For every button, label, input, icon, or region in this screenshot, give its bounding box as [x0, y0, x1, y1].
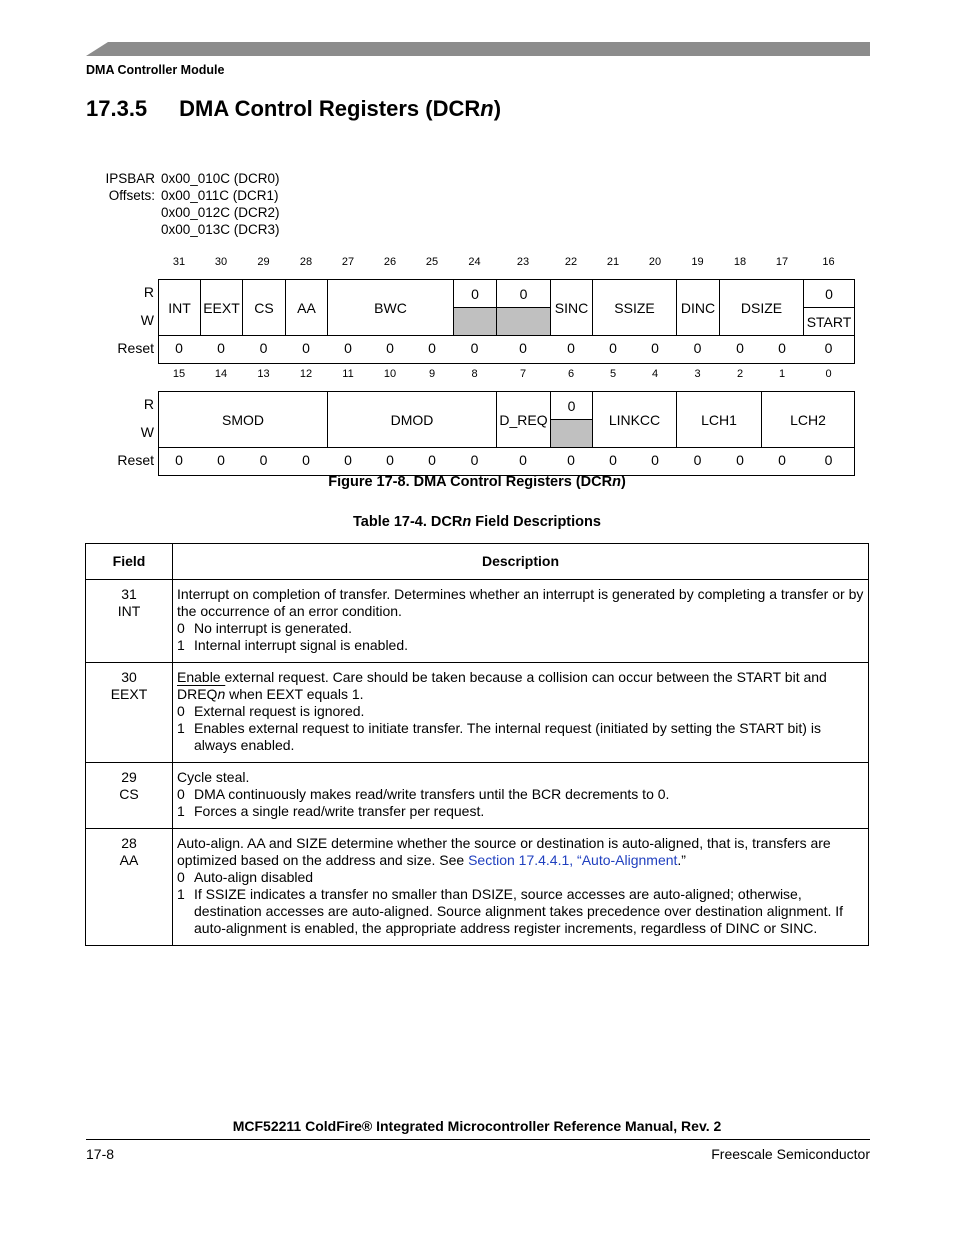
- bit-number: 4: [651, 368, 659, 380]
- option-item: [177, 786, 864, 803]
- reset-value: 0: [567, 340, 575, 356]
- reserved-shade: [550, 419, 593, 448]
- register-field: EEXT: [200, 279, 243, 336]
- figure-caption: [0, 474, 954, 490]
- option-text: Internal interrupt signal is enabled.: [194, 637, 409, 653]
- register-field: LINKCC: [592, 391, 677, 448]
- bit-number: 21: [606, 256, 620, 268]
- option-text: No interrupt is generated.: [194, 620, 352, 636]
- field-cell: [86, 580, 173, 663]
- reset-value: 0: [428, 452, 436, 468]
- reset-value: 0: [386, 340, 394, 356]
- field-cell: [86, 763, 173, 829]
- reset-value: 0: [778, 340, 786, 356]
- reset-value: 0: [302, 340, 310, 356]
- offset-value: 0x00_011C (DCR1): [161, 188, 279, 203]
- section-title-italic: n: [480, 96, 494, 121]
- description-cell: [173, 763, 869, 829]
- dreq-signal: [177, 686, 225, 702]
- description-text-part: .”: [677, 852, 686, 868]
- signal-suffix: n: [217, 686, 226, 702]
- option-value: 0: [177, 869, 185, 885]
- bit-number: 1: [778, 368, 786, 380]
- option-text: DMA continuously makes read/write transfers until the BCR decrements to 0.: [194, 786, 670, 802]
- register-field: SMOD: [158, 391, 328, 448]
- write-label: W: [140, 312, 154, 328]
- bit-number: 12: [299, 368, 313, 380]
- bit-number: 30: [214, 256, 228, 268]
- figure-caption-italic: n: [612, 474, 621, 490]
- register-field: AA: [285, 279, 328, 336]
- description-text-part: when EEXT equals 1.: [225, 686, 364, 702]
- field-name: EEXT: [110, 686, 148, 702]
- field-cell: [86, 663, 173, 763]
- register-field-read: 0: [453, 279, 497, 308]
- bit-number: 25: [425, 256, 439, 268]
- register-field: INT: [158, 279, 201, 336]
- reset-value: 0: [651, 452, 659, 468]
- table-row: [86, 663, 869, 763]
- register-field-read: 0: [550, 391, 593, 420]
- option-value: 1: [177, 803, 185, 819]
- bit-number: 3: [694, 368, 701, 380]
- table-row: [86, 829, 869, 946]
- register-field: SSIZE: [592, 279, 677, 336]
- offsets-label-line: IPSBAR: [105, 171, 155, 186]
- table-caption-text: Table 17-4. DCR: [353, 514, 463, 530]
- option-value: 0: [177, 786, 185, 802]
- reset-value: 0: [609, 452, 617, 468]
- offsets-label-line: Offsets:: [108, 188, 155, 203]
- field-name: AA: [119, 852, 139, 868]
- bit-number: 6: [567, 368, 575, 380]
- bit-number: 17: [775, 256, 789, 268]
- description-text: [177, 669, 864, 703]
- running-head: DMA Controller Module: [86, 63, 225, 77]
- reserved-shade: [496, 307, 551, 336]
- bit-number: 14: [214, 368, 228, 380]
- reset-value: 0: [609, 340, 617, 356]
- option-text: If SSIZE indicates a transfer no smaller than DSIZE, source accesses are auto-aligned; otherwise, destination accesses are auto-aligned. Source alignment takes precedence over destination alignment. If auto-alignment is enabled, the appropriate address register increments, regardless of DINC or SINC.: [194, 886, 844, 936]
- bit-number: 7: [519, 368, 527, 380]
- reset-value: 0: [175, 340, 183, 356]
- register-field: DMOD: [327, 391, 497, 448]
- bit-number: 20: [648, 256, 662, 268]
- reset-value: 0: [259, 452, 268, 468]
- reset-value: 0: [386, 452, 394, 468]
- bit-number: 24: [468, 256, 481, 268]
- option-value: 0: [177, 703, 185, 719]
- bit-number: 29: [121, 769, 137, 785]
- publisher: Freescale Semiconductor: [711, 1146, 870, 1162]
- bit-number: 13: [257, 368, 270, 380]
- reset-value: 0: [302, 452, 310, 468]
- register-field: CS: [242, 279, 286, 336]
- bit-number: 31: [121, 586, 137, 602]
- write-label: W: [140, 424, 154, 440]
- reset-value: 0: [217, 452, 225, 468]
- bit-number: 10: [383, 368, 397, 380]
- footer-title: MCF52211 ColdFire® Integrated Microcontroller Reference Manual, Rev. 2: [232, 1118, 722, 1134]
- table-caption-italic: n: [462, 514, 472, 530]
- reset-value: 0: [470, 452, 479, 468]
- bit-number: 23: [516, 256, 530, 268]
- table-row: [86, 763, 869, 829]
- bit-number: 9: [428, 368, 436, 380]
- reset-value: 0: [693, 340, 702, 356]
- bit-number: 2: [736, 368, 744, 380]
- reset-value: 0: [519, 340, 527, 356]
- register-diagram: [0, 0, 954, 470]
- reset-value: 0: [259, 340, 268, 356]
- field-name: CS: [119, 786, 139, 802]
- reset-value: 0: [344, 452, 352, 468]
- option-item: [177, 720, 864, 754]
- option-text: Forces a single read/write transfer per request.: [194, 803, 485, 819]
- register-field-read: 0: [496, 279, 551, 308]
- figure-caption-text: Figure 17-8. DMA Control Registers (DCR: [328, 474, 613, 490]
- option-item: [177, 637, 864, 654]
- reset-value: 0: [693, 452, 702, 468]
- option-item: [177, 886, 864, 937]
- field-column-header: Field: [86, 544, 173, 580]
- register-field: LCH1: [676, 391, 762, 448]
- footer-rule: [86, 1139, 870, 1140]
- reset-label: Reset: [117, 452, 154, 468]
- reset-value: 0: [470, 340, 479, 356]
- reset-value: 0: [428, 340, 436, 356]
- reset-value: 0: [736, 340, 744, 356]
- bit-number: 11: [342, 368, 354, 380]
- table-header-row: [86, 544, 869, 580]
- option-text: External request is ignored.: [194, 703, 365, 719]
- bit-number: 28: [299, 256, 313, 268]
- bit-number: 29: [257, 256, 270, 268]
- bit-number: 26: [383, 256, 397, 268]
- reset-value: 0: [824, 452, 833, 468]
- offset-value: 0x00_013C (DCR3): [161, 222, 280, 237]
- option-value: 1: [177, 720, 185, 736]
- table-caption: [0, 514, 954, 530]
- reset-label: Reset: [117, 340, 154, 356]
- register-field: SINC: [550, 279, 593, 336]
- option-value: 1: [177, 637, 185, 653]
- table-row: [86, 580, 869, 663]
- read-label: R: [143, 284, 154, 300]
- option-item: [177, 869, 864, 886]
- figure-caption-suffix: ): [620, 474, 626, 490]
- reserved-shade: [453, 307, 497, 336]
- offset-value: 0x00_012C (DCR2): [161, 205, 280, 220]
- reset-value: 0: [567, 452, 575, 468]
- description-cell: [173, 663, 869, 763]
- bit-number: 0: [825, 368, 832, 380]
- option-value: 1: [177, 886, 185, 902]
- option-item: [177, 803, 864, 820]
- option-value: 0: [177, 620, 185, 636]
- option-item: [177, 703, 864, 720]
- bit-number: 5: [609, 368, 617, 380]
- bit-number: 18: [733, 256, 747, 268]
- read-label: R: [143, 396, 154, 412]
- field-description-table: [85, 543, 869, 946]
- register-field-write: START: [803, 307, 855, 336]
- bit-number: 30: [121, 669, 137, 685]
- option-text: Enables external request to initiate transfer. The internal request (initiated by setting the START bit) is always enabled.: [194, 720, 821, 753]
- field-cell: [86, 829, 173, 946]
- register-field: LCH2: [761, 391, 855, 448]
- bit-number: 8: [471, 368, 478, 380]
- reset-value: 0: [736, 452, 744, 468]
- reset-value: 0: [651, 340, 659, 356]
- description-text-part: Auto-align. AA and SIZE determine whether the source or destination is auto-aligned, that is, transfers are optimized based on the address and size. See: [177, 835, 831, 868]
- register-field-read: 0: [803, 279, 855, 308]
- section-title-suffix: ): [493, 96, 502, 121]
- table-caption-suffix: Field Descriptions: [471, 514, 601, 530]
- register-field: D_REQ: [496, 391, 551, 448]
- register-field: DINC: [676, 279, 720, 336]
- field-name: INT: [117, 603, 141, 619]
- option-text: Auto-align disabled: [194, 869, 314, 885]
- reset-value: 0: [217, 340, 225, 356]
- description-column-header: Description: [173, 544, 869, 580]
- description-cell: [173, 829, 869, 946]
- description-text: [177, 835, 864, 869]
- section-link[interactable]: Section 17.4.4.1, “Auto-Alignment: [468, 852, 678, 868]
- section-title-text: DMA Control Registers (DCR: [179, 96, 481, 121]
- option-item: [177, 620, 864, 637]
- reset-value: 0: [519, 452, 527, 468]
- bit-number: 22: [564, 256, 578, 268]
- bit-number: 28: [121, 835, 137, 851]
- bit-number: 31: [172, 256, 186, 268]
- section-number: 17.3.5: [86, 96, 148, 121]
- signal-name: DREQ: [177, 686, 218, 702]
- reset-value: 0: [778, 452, 786, 468]
- description-text-part: Enable external request. Care should be taken because a collision can occur between the START bit and: [177, 669, 827, 685]
- bit-number: 19: [691, 256, 704, 268]
- reset-value: 0: [344, 340, 352, 356]
- bit-number: 27: [341, 256, 355, 268]
- bit-number: 15: [172, 368, 186, 380]
- description-cell: [173, 580, 869, 663]
- reset-value: 0: [175, 452, 183, 468]
- offset-value: 0x00_010C (DCR0): [161, 171, 280, 186]
- page-number: 17-8: [86, 1146, 115, 1162]
- description-text: Interrupt on completion of transfer. Determines whether an interrupt is generated by completing a transfer or by the occurrence of an error condition.: [177, 586, 864, 619]
- bit-number: 16: [822, 256, 835, 268]
- register-field: DSIZE: [719, 279, 804, 336]
- register-field: BWC: [327, 279, 454, 336]
- reset-value: 0: [824, 340, 833, 356]
- description-text: Cycle steal.: [177, 769, 250, 785]
